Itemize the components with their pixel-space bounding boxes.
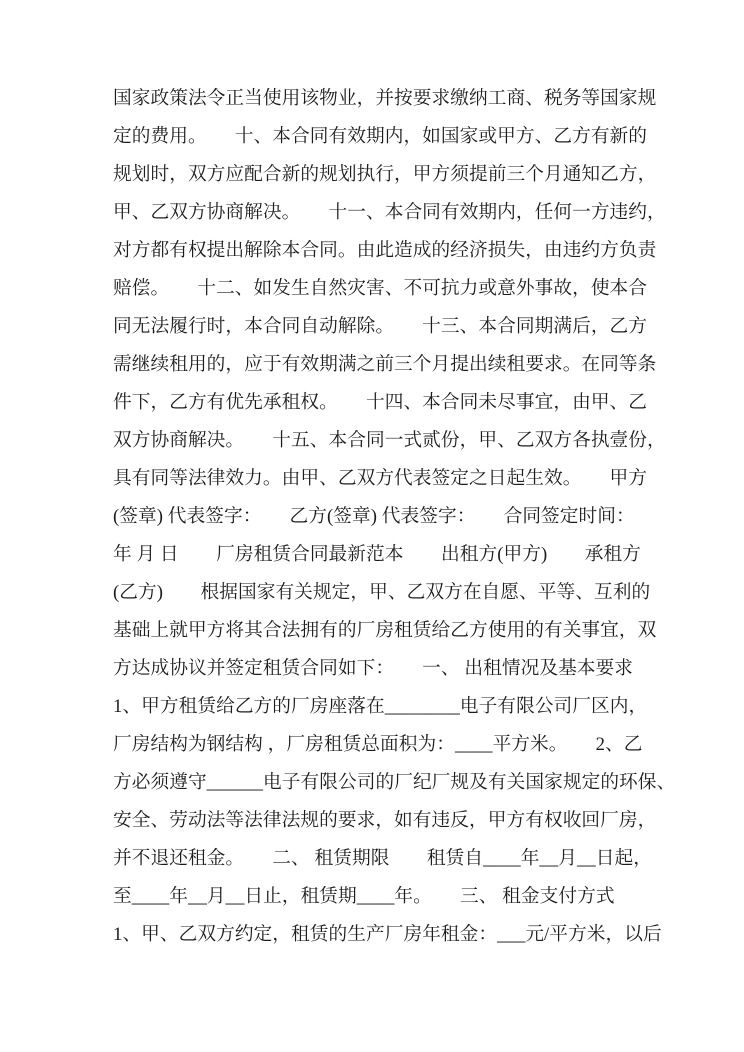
- text-line: 对方都有权提出解除本合同。由此造成的经济损失，由违约方负责: [113, 240, 657, 261]
- text-line: 甲、乙双方协商解决。 十一、本合同有效期内，任何一方违约，: [113, 202, 666, 223]
- text-line: 安全、劳动法等法律法规的要求，如有违反，甲方有权收回厂房，: [113, 810, 657, 831]
- text-line: (乙方) 根据国家有关规定，甲、乙双方在自愿、平等、互利的: [113, 582, 651, 603]
- text-line: 至____年__月__日止，租赁期____年。 三、 租金支付方式: [113, 886, 615, 907]
- text-line: (签章) 代表签字： 乙方(签章) 代表签字： 合同签定时间：: [113, 506, 635, 527]
- text-line: 需继续租用的，应于有效期满之前三个月提出续租要求。在同等条: [113, 354, 657, 375]
- text-line: 规划时，双方应配合新的规划执行，甲方须提前三个月通知乙方，: [113, 164, 657, 185]
- text-line: 厂房结构为钢结构 ，厂房租赁总面积为：____平方米。 2、乙: [113, 734, 643, 755]
- text-line: 同无法履行时，本合同自动解除。 十三、本合同期满后，乙方: [113, 316, 648, 337]
- text-line: 方达成协议并签定租赁合同如下： 一、 出租情况及基本要求: [113, 658, 634, 679]
- text-line: 赔偿。 十二、如发生自然灾害、不可抗力或意外事故，使本合: [113, 278, 648, 299]
- text-line: 具有同等法律效力。由甲、乙双方代表签定之日起生效。 甲方: [113, 468, 648, 489]
- text-line: 件下，乙方有优先承租权。 十四、本合同未尽事宜，由甲、乙: [113, 392, 648, 413]
- text-line: 定的费用。 十、本合同有效期内，如国家或甲方、乙方有新的: [113, 126, 648, 147]
- text-line: 年 月 日 厂房租赁合同最新范本 出租方(甲方) 承租方: [113, 544, 641, 565]
- text-line: 基础上就甲方将其合法拥有的厂房租赁给乙方使用的有关事宜，双: [113, 620, 657, 641]
- text-line: 双方协商解决。 十五、本合同一式贰份，甲、乙双方各执壹份，: [113, 430, 666, 451]
- text-line: 国家政策法令正当使用该物业，并按要求缴纳工商、税务等国家规: [113, 88, 657, 109]
- contract-text-block: [113, 80, 676, 954]
- text-line: 方必须遵守______电子有限公司的厂纪厂规及有关国家规定的环保、: [113, 772, 676, 793]
- text-line: 1、甲、乙双方约定，租赁的生产厂房年租金：___元/平方米，以后: [113, 924, 662, 945]
- text-line: 1、甲方租赁给乙方的厂房座落在________电子有限公司厂区内，: [113, 696, 648, 717]
- text-line: 并不退还租金。 二、 租赁期限 租赁自____年__月__日起，: [113, 848, 652, 869]
